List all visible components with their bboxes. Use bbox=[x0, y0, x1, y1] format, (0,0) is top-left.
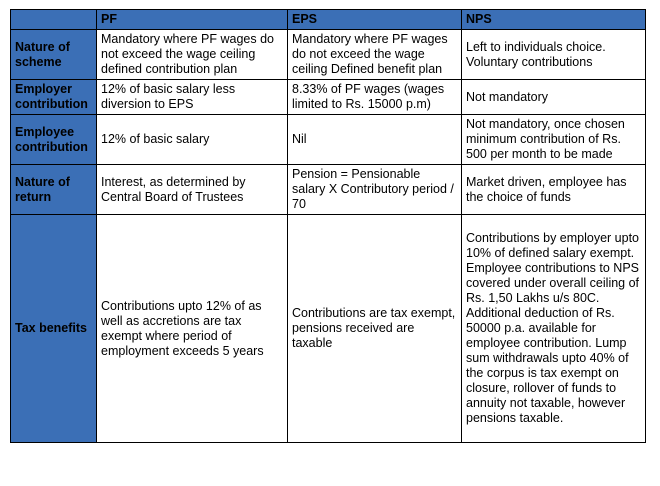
table-row bbox=[11, 165, 646, 215]
cell-nps: Contributions by employer upto 10% of defined salary exempt. Employee contributions to NPS covered under overall ceiling of Rs. 1,50 Lakhs u/s 80C. Additional deduction of Rs. 50000 p.a. available for employee contribution. Lump sum withdrawals upto 40% of the corpus is tax exempt on closure, rollover of funds to annuity not taxable, however pensions taxable. bbox=[462, 215, 646, 443]
table-row bbox=[11, 80, 646, 115]
header-corner bbox=[11, 10, 97, 30]
row-label-nature-of-return: Nature of return bbox=[11, 165, 97, 215]
header-row bbox=[11, 10, 646, 30]
cell-eps: Mandatory where PF wages do not exceed the wage ceiling Defined benefit plan bbox=[288, 30, 462, 80]
header-pf: PF bbox=[97, 10, 288, 30]
row-label-employer-contribution: Employer contribution bbox=[11, 80, 97, 115]
table-row bbox=[11, 115, 646, 165]
row-label-tax-benefits: Tax benefits bbox=[11, 215, 97, 443]
cell-nps: Not mandatory bbox=[462, 80, 646, 115]
cell-eps: 8.33% of PF wages (wages limited to Rs. 15000 p.m) bbox=[288, 80, 462, 115]
cell-pf: 12% of basic salary less diversion to EPS bbox=[97, 80, 288, 115]
cell-nps: Not mandatory, once chosen minimum contribution of Rs. 500 per month to be made bbox=[462, 115, 646, 165]
table-row bbox=[11, 215, 646, 443]
header-nps: NPS bbox=[462, 10, 646, 30]
row-label-employee-contribution: Employee contribution bbox=[11, 115, 97, 165]
cell-eps: Nil bbox=[288, 115, 462, 165]
row-label-nature-of-scheme: Nature of scheme bbox=[11, 30, 97, 80]
cell-nps: Market driven, employee has the choice of funds bbox=[462, 165, 646, 215]
cell-eps: Pension = Pensionable salary X Contributory period / 70 bbox=[288, 165, 462, 215]
cell-pf: Contributions upto 12% of as well as accretions are tax exempt where period of employment exceeds 5 years bbox=[97, 215, 288, 443]
cell-pf: Interest, as determined by Central Board of Trustees bbox=[97, 165, 288, 215]
cell-nps: Left to individuals choice. Voluntary contributions bbox=[462, 30, 646, 80]
cell-pf: Mandatory where PF wages do not exceed the wage ceiling defined contribution plan bbox=[97, 30, 288, 80]
cell-pf: 12% of basic salary bbox=[97, 115, 288, 165]
table-row bbox=[11, 30, 646, 80]
comparison-table bbox=[10, 9, 646, 443]
cell-eps: Contributions are tax exempt, pensions received are taxable bbox=[288, 215, 462, 443]
header-eps: EPS bbox=[288, 10, 462, 30]
